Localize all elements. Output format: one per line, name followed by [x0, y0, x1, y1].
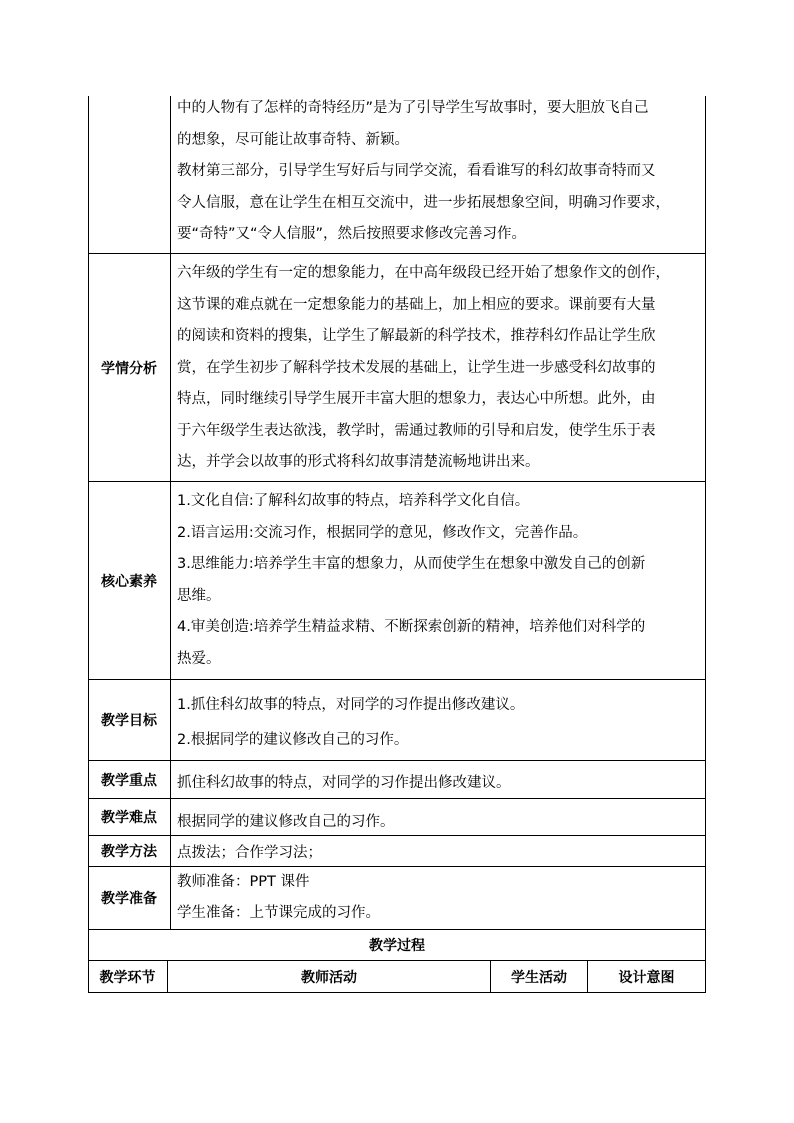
zhunbei-content [177, 867, 703, 929]
text-line: 3.思维能力:培养学生丰富的想象力，从而使学生在想象中激发自己的创新 [177, 556, 646, 572]
fangfa-content: 点拨法；合作学习法； [177, 844, 322, 861]
section-title-guocheng: 教学过程 [369, 938, 425, 954]
text-line: 达，并学会以故事的形式将科幻故事清楚流畅地讲出来。 [177, 454, 540, 470]
text-line: 思维。 [177, 587, 221, 604]
text-line: 的想象，尽可能让故事奇特、新颖。 [177, 131, 409, 148]
row-divider [88, 679, 706, 680]
nandian-content: 根据同学的建议修改自己的习作。 [177, 813, 395, 830]
text-line: 1.抓住科幻故事的特点，对同学的习作提出修改建议。 [177, 697, 525, 713]
text-line: 2.语言运用:交流习作，根据同学的意见，修改作文，完善作品。 [177, 524, 588, 541]
text-line: 赏，在学生初步了解科学技术发展的基础上，让学生进一步感受科幻故事的 [177, 359, 656, 376]
xueqing-content [177, 258, 703, 479]
text-line: 令人信服，意在让学生在相互交流中，进一步拓展想象空间，明确习作要求， [177, 194, 670, 211]
text-line: 热爱。 [177, 650, 221, 667]
text-line: 六年级的学生有一定的想象能力，在中高年级段已经开始了想象作文的创作， [177, 265, 670, 281]
zhongdian-content: 抓住科幻故事的特点，对同学的习作提出修改建议。 [177, 775, 511, 791]
label-hexin: 核心素养 [101, 573, 157, 590]
text-line: 要“奇特”又“令人信服”，然后按照要求修改完善习作。 [177, 226, 527, 242]
text-line: 中的人物有了怎样的奇特经历”是为了引导学生写故事时，要大胆放飞自己 [177, 100, 649, 116]
text-line: 教材第三部分，引导学生写好后与同学交流，看看谁写的科幻故事奇特而又 [177, 163, 656, 179]
row-divider [88, 481, 706, 482]
hexin-content [177, 486, 703, 675]
label-fangfa: 教学方法 [101, 844, 157, 860]
label-column-divider [170, 96, 171, 929]
text-line: 于六年级学生表达欲浅，教学时，需通过教师的引导和启发，使学生乐于表 [177, 422, 656, 439]
header-sheji-yitu: 设计意图 [618, 969, 675, 986]
text-line: 1.文化自信:了解科幻故事的特点，培养科学文化自信。 [177, 493, 530, 509]
text-line: 2.根据同学的建议修改自己的习作。 [177, 732, 409, 748]
label-zhunbei: 教学准备 [101, 891, 157, 907]
text-line: 的阅读和资料的搜集，让学生了解最新的科学技术，推荐科幻作品让学生欣 [177, 328, 656, 344]
row-divider [88, 253, 706, 254]
text-line: 学生准备：上节课完成的习作。 [177, 905, 380, 921]
label-mubiao: 教学目标 [101, 713, 157, 729]
label-nandian: 教学难点 [101, 810, 157, 826]
text-line: 这节课的难点就在一定想象能力的基础上，加上相应的要求。课前要有大量 [177, 296, 656, 313]
text-line: 特点，同时继续引导学生展开丰富大胆的想象力，表达心中所想。此外，由 [177, 391, 656, 407]
row-divider [88, 760, 706, 761]
text-line: 4.审美创造:培养学生精益求精、不断探索创新的精神，培养他们对科学的 [177, 619, 646, 635]
header-jiaoxue-huanjie: 教学环节 [99, 969, 156, 986]
header-jiaoshi-huodong: 教师活动 [301, 969, 357, 986]
header-xuesheng-huodong: 学生活动 [511, 969, 567, 986]
label-zhongdian: 教学重点 [101, 772, 157, 789]
table-right-border [705, 96, 706, 993]
mubiao-content [177, 688, 703, 758]
intro-content [177, 93, 703, 251]
label-xueqing: 学情分析 [101, 360, 157, 377]
table-bottom-border [88, 992, 706, 993]
text-line: 教师准备：PPT 课件 [177, 874, 310, 890]
